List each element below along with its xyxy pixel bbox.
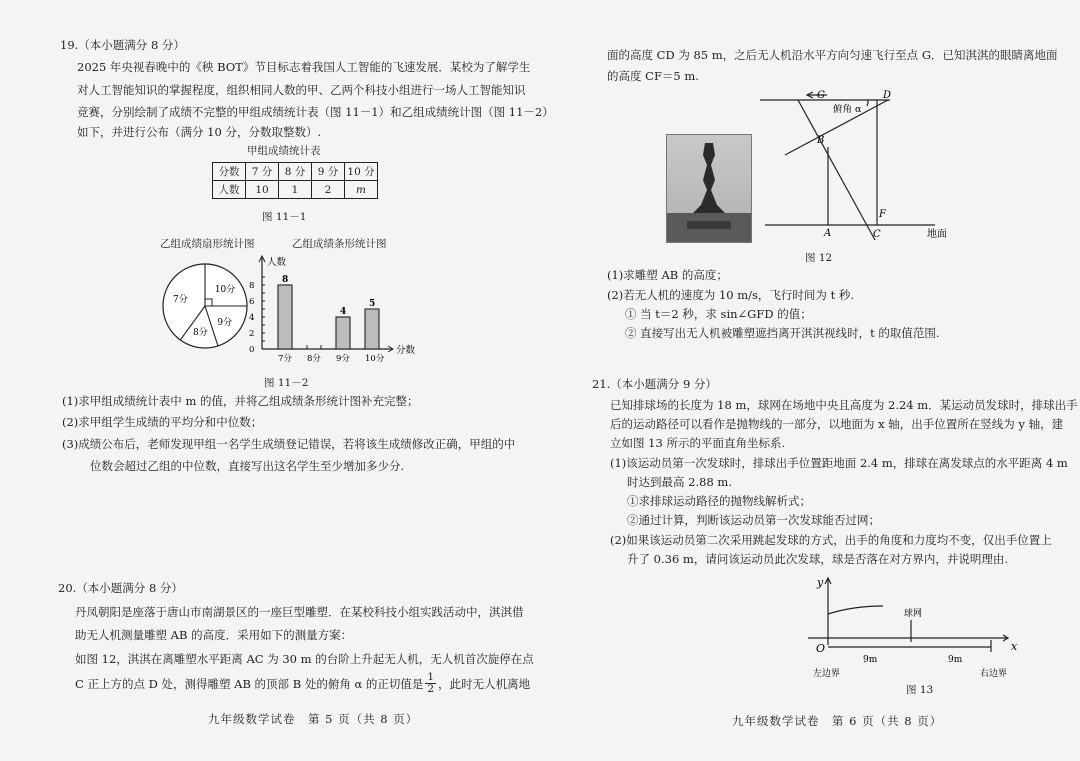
net-label: 球网 xyxy=(904,609,923,619)
dist-left-label: 9m xyxy=(863,655,878,665)
label-f: F xyxy=(879,209,886,220)
bar xyxy=(365,309,379,349)
page-footer: 九年级数学试卷 第 5 页（共 8 页） xyxy=(208,712,419,726)
q20-question: (1)求雕塑 AB 的高度； xyxy=(607,268,728,282)
label-angle: 俯角 α xyxy=(833,104,862,115)
table-cell: 10 分 xyxy=(345,163,378,181)
table-cell: 1 xyxy=(279,181,312,199)
fraction-denominator: 2 xyxy=(427,683,435,695)
q20-text-line: 的高度 CF＝5 m. xyxy=(607,69,699,83)
bar xyxy=(336,317,350,349)
table-cell: 7 分 xyxy=(246,163,279,181)
table-row xyxy=(213,163,378,181)
q19-question: (2)求甲组学生成绩的平均分和中位数； xyxy=(62,415,263,429)
q20-text-line: 面的高度 CD 为 85 m，之后无人机沿水平方向匀速飞行至点 G．已知淇淇的眼睛离地面 xyxy=(607,48,1058,62)
y-tick-label: 8 xyxy=(249,281,255,291)
page-footer: 九年级数学试卷 第 6 页（共 8 页） xyxy=(732,714,943,728)
q21-heading: 21.（本小题满分 9 分） xyxy=(592,377,717,391)
q21-text-line: 升了 0.36 m，请问该运动员此次发球，球是否落在对方界内，并说明理由. xyxy=(627,552,1008,566)
x-axis-label: x xyxy=(1011,640,1018,653)
table-row xyxy=(213,181,378,199)
q20-text-line: 丹凤朝阳是座落于唐山市南湖景区的一座巨型雕塑．在某校科技小组实践活动中，淇淇借 xyxy=(75,605,524,619)
y-tick-label: 4 xyxy=(249,313,255,323)
q19-question: 位数会超过乙组的中位数，直接写出这名学生至少增加多少分. xyxy=(90,459,405,473)
y-axis-label: 人数 xyxy=(267,257,287,268)
q19-heading: 19.（本小题满分 8 分） xyxy=(60,38,185,52)
q19-text-line: 如下，并进行公布（满分 10 分，分数取整数）. xyxy=(77,125,322,139)
right-boundary-label: 右边界 xyxy=(980,669,1008,679)
bar-title: 乙组成绩条形统计图 xyxy=(292,238,387,250)
q20-text-line: 如图 12，淇淇在离雕塑水平距离 AC 为 30 m 的台阶上升起无人机，无人机首次旋停在点 xyxy=(75,652,534,666)
y-tick-label: 2 xyxy=(249,329,255,339)
pie-slice-label: 7分 xyxy=(173,295,188,306)
dist-right-label: 9m xyxy=(948,655,963,665)
pie-slice-label: 8分 xyxy=(193,327,208,338)
q20-question: ② 直接写出无人机被雕塑遮挡离开淇淇视线时，t 的取值范围. xyxy=(625,326,940,340)
q20-text-line: 助无人机测量雕塑 AB 的高度．采用如下的测量方案： xyxy=(75,628,353,642)
q21-text-line: ①求排球运动路径的抛物线解析式； xyxy=(627,494,811,508)
y-tick-label: 6 xyxy=(249,297,255,307)
sculpture-photo xyxy=(666,134,752,243)
bar-data-label: 4 xyxy=(340,307,347,317)
q19-text-line: 对人工智能知识的掌握程度，组织相同人数的甲、乙两个科技小组进行一场人工智能知识 xyxy=(77,83,526,97)
fig-13-caption: 图 13 xyxy=(906,684,934,696)
sculpture-image xyxy=(667,135,751,242)
q19-question: (3)成绩公布后，老师发现甲组一名学生成绩登记错误，若将该生成绩修改正确，甲组的中 xyxy=(62,437,516,451)
table-cell: 8 分 xyxy=(279,163,312,181)
q20-question: (2)若无人机的速度为 10 m/s，飞行时间为 t 秒. xyxy=(607,288,855,302)
label-a: A xyxy=(824,228,832,239)
bar-chart xyxy=(240,252,416,372)
q20-text-line-with-fraction xyxy=(75,672,530,695)
fig-11-2-caption: 图 11－2 xyxy=(264,377,309,389)
pie-slice-label: 9分 xyxy=(217,317,233,328)
x-tick-label: 8分 xyxy=(307,354,321,364)
pie-slice-label: 10分 xyxy=(214,285,236,296)
label-b: B xyxy=(817,135,825,146)
table-cell: 2 xyxy=(312,181,345,199)
table-cell: m xyxy=(345,181,378,199)
q21-text-line: 时达到最高 2.88 m. xyxy=(627,475,732,489)
q21-text-line: (2)如果该运动员第二次采用跳起发球的方式，出手的角度和力度均不变，仅出手位置上 xyxy=(610,533,1052,547)
y-axis-label: y xyxy=(817,576,824,589)
q20-question: ① 当 t＝2 秒，求 sin∠GFD 的值； xyxy=(625,307,812,321)
q20-heading: 20.（本小题满分 8 分） xyxy=(58,581,183,595)
table-cell: 人数 xyxy=(213,181,246,199)
q21-text-line: (1)该运动员第一次发球时，排球出手位置距地面 2.4 m，排球在离发球点的水平距离 4 m xyxy=(610,456,1068,470)
pie-title: 乙组成绩扇形统计图 xyxy=(160,238,255,250)
fig-12-caption: 图 12 xyxy=(805,252,833,264)
table-title: 甲组成绩统计表 xyxy=(247,145,321,157)
table-cell: 9 分 xyxy=(312,163,345,181)
q20-text-segment: C 正上方的点 D 处，测得雕塑 AB 的顶部 B 处的俯角 α 的正切值是 xyxy=(75,676,424,691)
q19-text-line: 竞赛，分别绘制了成绩不完整的甲组成绩统计表（图 11－1）和乙组成绩统计图（图 11－2） xyxy=(77,105,554,119)
label-d: D xyxy=(883,90,892,101)
origin-label: O xyxy=(816,642,826,655)
y-tick-label: 0 xyxy=(249,345,255,355)
table-cell: 10 xyxy=(246,181,279,199)
q21-text-line: 立如图 13 所示的平面直角坐标系. xyxy=(610,436,786,450)
bar-data-label: 5 xyxy=(369,299,376,309)
x-tick-label: 7分 xyxy=(278,354,292,364)
left-boundary-label: 左边界 xyxy=(813,669,841,679)
table-cell: 分数 xyxy=(213,163,246,181)
fraction-one-half xyxy=(425,672,436,695)
bar-data-label: 8 xyxy=(282,275,289,285)
q19-text-line: 2025 年央视春晚中的《秧 BOT》节目标志着我国人工智能的飞速发展．某校为了解学生 xyxy=(77,60,531,74)
q19-question: (1)求甲组成绩统计表中 m 的值，并将乙组成绩条形统计图补充完整； xyxy=(62,394,419,408)
q21-text-line: 后的运动路径可以看作是抛物线的一部分，以地面为 x 轴，出手位置所在竖线为 y 轴，建 xyxy=(610,417,1064,431)
x-tick-label: 9分 xyxy=(336,354,350,364)
q20-text-segment: ，此时无人机离地 xyxy=(438,676,531,691)
label-c: C xyxy=(873,229,881,240)
figure-12-diagram xyxy=(755,90,955,250)
figure-13-diagram xyxy=(808,574,1028,684)
label-ground: 地面 xyxy=(927,229,947,240)
x-tick-label: 10分 xyxy=(365,354,385,364)
bar xyxy=(278,285,292,349)
x-axis-label: 分数 xyxy=(396,345,416,356)
q21-text-line: ②通过计算，判断该运动员第一次发球能否过网； xyxy=(627,513,880,527)
label-g: G xyxy=(817,90,825,101)
fig-11-1-caption: 图 11－1 xyxy=(262,211,307,223)
q21-text-line: 已知排球场的长度为 18 m，球网在场地中央且高度为 2.24 m．某运动员发球时，排球出手 xyxy=(610,398,1078,412)
score-table xyxy=(212,162,378,199)
fraction-numerator: 1 xyxy=(427,671,435,683)
